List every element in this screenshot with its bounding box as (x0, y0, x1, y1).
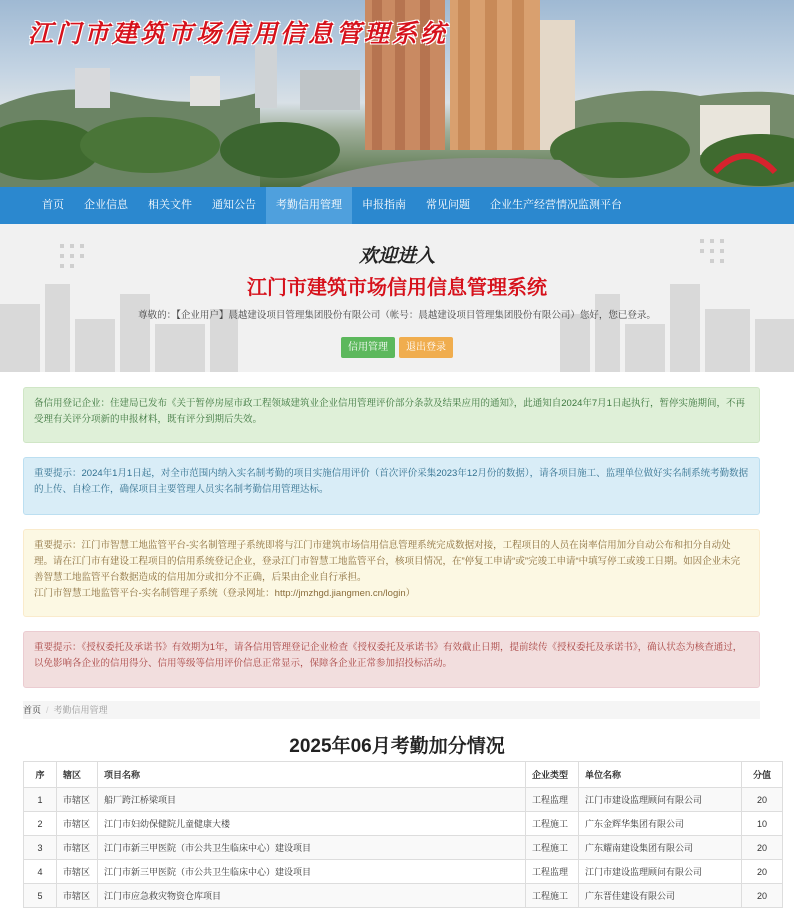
nav-item-notices[interactable]: 通知公告 (212, 199, 256, 211)
cell-score: 10 (742, 812, 783, 836)
cell-district: 市辖区 (57, 884, 98, 908)
welcome-actions (0, 337, 794, 358)
cell-no: 1 (24, 788, 57, 812)
cell-district: 市辖区 (57, 812, 98, 836)
alert-text: 重要提示：《授权委托及承诺书》有效期为1年，请各信用管理登记企业检查《授权委托及承诺书》有效截止日期，提前续传《授权委托及承诺书》，确认状态为核查通过，以免影响各企业的信用得分、信用等级等信用评价信息正常显示，保障各企业正常参加招投标活动。 (34, 642, 743, 669)
attendance-score-table (23, 761, 783, 908)
cell-district: 市辖区 (57, 860, 98, 884)
col-header-no: 序 (24, 762, 57, 788)
main-nav (0, 187, 794, 224)
welcome-system-name: 江门市建筑市场信用信息管理系统 (247, 277, 547, 299)
cell-company-type: 工程施工 (526, 836, 579, 860)
table-row (24, 812, 783, 836)
breadcrumb-home[interactable]: 首页 (23, 705, 42, 715)
cell-no: 4 (24, 860, 57, 884)
table-header-row (24, 762, 783, 788)
cell-company-type: 工程施工 (526, 812, 579, 836)
nav-item-monitoring-platform[interactable]: 企业生产经营情况监测平台 (490, 199, 622, 211)
alert-text: 备信用登记企业：住建局已发布《关于暂停房屋市政工程领域建筑业企业信用管理评价部分条款及结果应用的通知》，此通知自2024年7月1日起执行，暂停实施期间，不再受理有关评分项新的申报材料，既有评分到期后失效。 (34, 398, 745, 425)
table-row (24, 860, 783, 884)
site-banner (0, 0, 794, 187)
cell-project: 江门市新三甲医院（市公共卫生临床中心）建设项目 (98, 836, 526, 860)
col-header-district: 辖区 (57, 762, 98, 788)
cell-no: 5 (24, 884, 57, 908)
cell-project: 江门市新三甲医院（市公共卫生临床中心）建设项目 (98, 860, 526, 884)
cell-project: 江门市妇幼保健院儿童健康大楼 (98, 812, 526, 836)
alert-text: 重要提示：江门市智慧工地监管平台-实名制管理子系统即将与江门市建筑市场信用信息管理系统完成数据对接，工程项目的人员在岗率信用加分自动公布和扣分自动处理。请在江门市有建设工程项目的信用系统登记企业，登录江门市智慧工地监管平台，核项目情况，在”停复工申请“或”完竣工申请“中填写停工或竣工日期。如因企业未完善智慧工地监管平台数据造成的信用加分或扣分不正确，后果由企业自行承担。 (34, 540, 741, 583)
cell-district: 市辖区 (57, 788, 98, 812)
cell-company-name: 广东耀南建设集团有限公司 (579, 836, 742, 860)
cell-company-type: 工程监理 (526, 860, 579, 884)
cell-company-name: 广东晋佳建设有限公司 (579, 884, 742, 908)
cell-company-name: 江门市建设监理顾问有限公司 (579, 788, 742, 812)
cell-no: 2 (24, 812, 57, 836)
nav-item-home[interactable]: 首页 (42, 199, 64, 211)
alert-notice-red (23, 631, 760, 688)
cell-company-name: 江门市建设监理顾问有限公司 (579, 860, 742, 884)
nav-item-faq[interactable]: 常见问题 (426, 199, 470, 211)
col-header-company-type: 企业类型 (526, 762, 579, 788)
nav-item-company-info[interactable]: 企业信息 (84, 199, 128, 211)
alert-notice-blue (23, 457, 760, 515)
cell-score: 20 (742, 860, 783, 884)
credit-management-button[interactable]: 信用管理 (341, 337, 395, 358)
cell-company-name: 广东金辉华集团有限公司 (579, 812, 742, 836)
cell-no: 3 (24, 836, 57, 860)
nav-item-guide[interactable]: 申报指南 (362, 199, 406, 211)
alert-notice-yellow (23, 529, 760, 617)
cell-company-type: 工程监理 (526, 788, 579, 812)
table-row (24, 836, 783, 860)
page-title: 2025年06月考勤加分情况 (289, 736, 505, 757)
alert-notice-green (23, 387, 760, 443)
cell-project: 江门市应急救灾物资仓库项目 (98, 884, 526, 908)
col-header-company-name: 单位名称 (579, 762, 742, 788)
platform-login-link[interactable]: 江门市智慧工地监管平台-实名制管理子系统（登录网址：http://jmzhgd.jiangmen.cn/login） (34, 588, 416, 599)
cell-project: 船厂跨江桥梁项目 (98, 788, 526, 812)
welcome-heading: 欢迎进入 (358, 246, 435, 267)
table-row (24, 884, 783, 908)
breadcrumb-separator: / (46, 705, 49, 715)
breadcrumb-current: 考勤信用管理 (53, 705, 108, 715)
breadcrumb (23, 701, 760, 719)
user-greeting: 尊敬的：【企业用户】晨越建设项目管理集团股份有限公司（帐号：晨越建设项目管理集团股份有限公司）您好，您已登录。 (138, 310, 656, 321)
nav-item-documents[interactable]: 相关文件 (148, 199, 192, 211)
nav-item-attendance-credit[interactable]: 考勤信用管理 (266, 187, 352, 224)
site-title: 江门市建筑市场信用信息管理系统 (28, 19, 449, 48)
cell-score: 20 (742, 836, 783, 860)
welcome-panel (0, 224, 794, 372)
col-header-score: 分值 (742, 762, 783, 788)
cell-district: 市辖区 (57, 836, 98, 860)
table-row (24, 788, 783, 812)
cell-company-type: 工程施工 (526, 884, 579, 908)
alert-text: 重要提示：2024年1月1日起，对全市范围内纳入实名制考勤的项目实施信用评价（首次评价采集2023年12月份的数据），请各项目施工、监理单位做好实名制系统考勤数据的上传、自检工作，确保项目主要管理人员实名制考勤信用管理达标。 (34, 468, 749, 495)
col-header-project: 项目名称 (98, 762, 526, 788)
cell-score: 20 (742, 884, 783, 908)
logout-button[interactable]: 退出登录 (399, 337, 453, 358)
cell-score: 20 (742, 788, 783, 812)
